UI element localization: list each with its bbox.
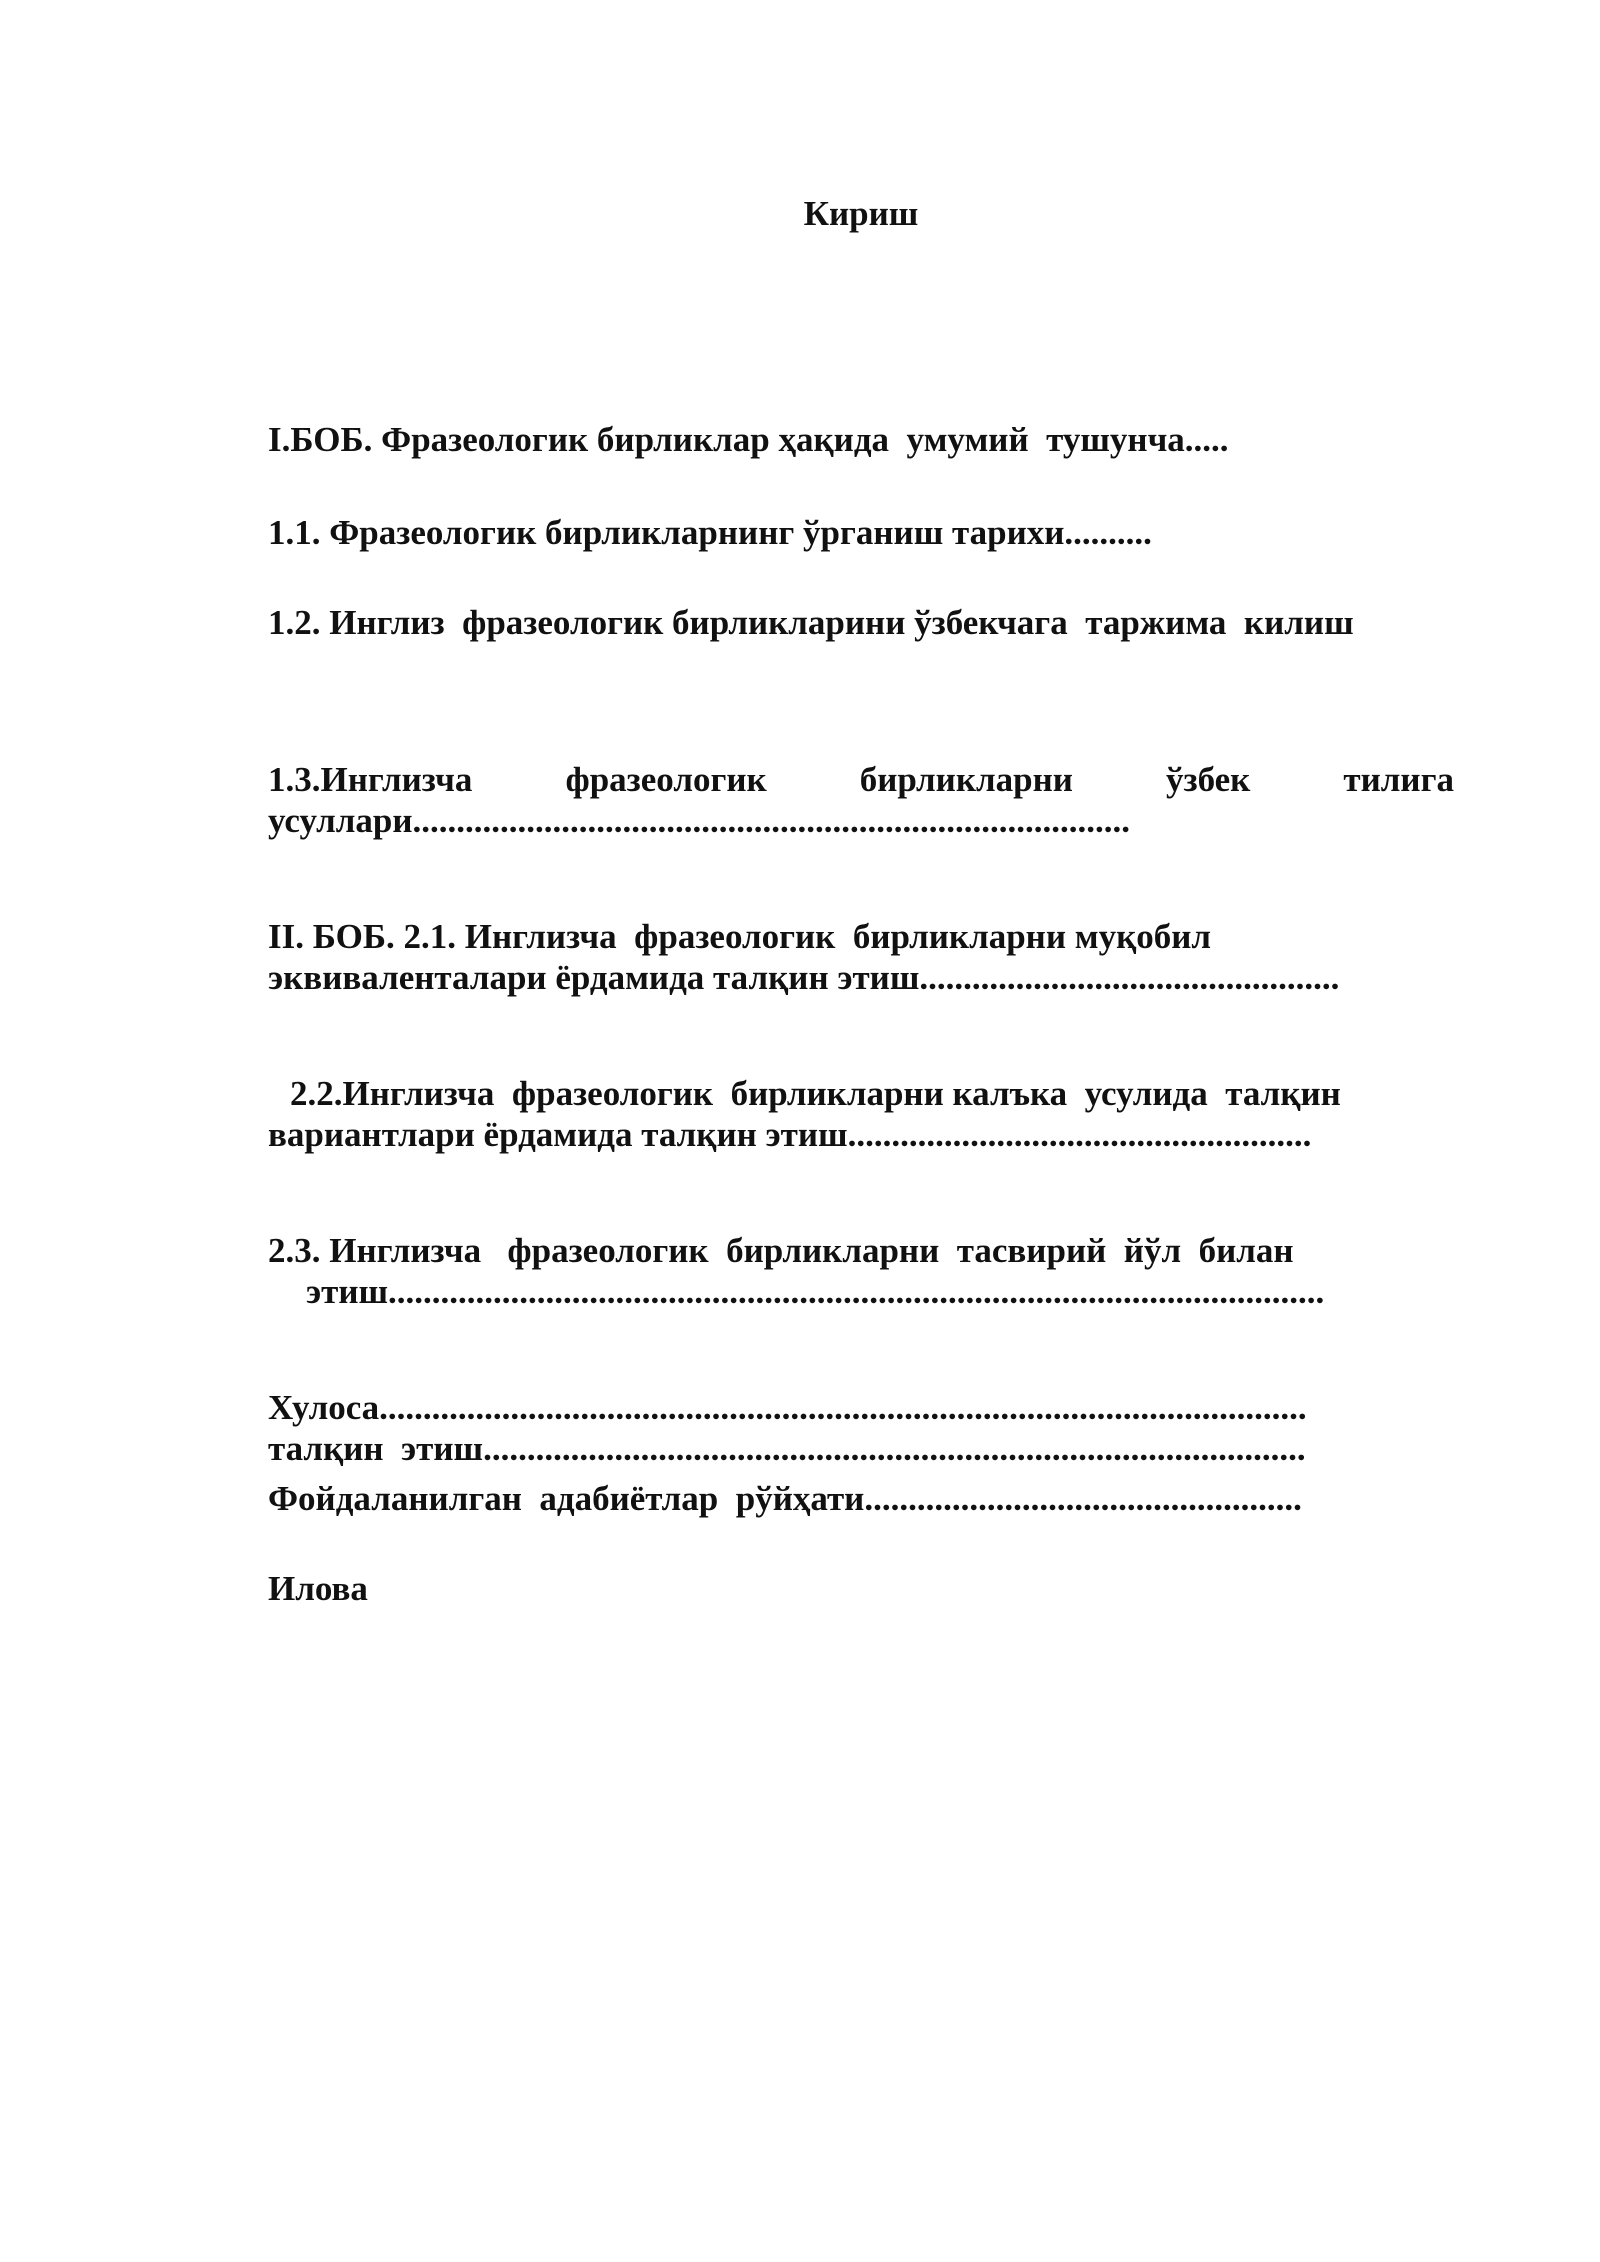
toc-word: ўзбек [1166, 760, 1251, 799]
toc-entry-line: Хулоса.......................................................................................................... [268, 1388, 1307, 1427]
toc-entry-line: вариантлари ёрдамида талқин этиш..................................................... [268, 1115, 1312, 1154]
toc-word: фразеологик [565, 760, 767, 799]
toc-word: тилига [1343, 760, 1454, 799]
toc-word: 1.3.Инглизча [268, 760, 473, 799]
toc-entry [268, 1424, 1454, 1754]
toc-entry-line: 2.2.Инглизча фразеологик бирликларни калъка усулида талқин [290, 1074, 1341, 1113]
toc-entry-line: этиш........................................................................................................... [306, 1272, 1325, 1311]
toc-entry-line: Фойдаланилган адабиётлар рўйҳати.................................................. [268, 1479, 1302, 1518]
toc-entry-line: 1.2. Инглиз фразеологик бирликларини ўзбекчага таржима килиш [268, 603, 1354, 642]
toc-entry-line: I.БОБ. Фразеологик бирликлар ҳақида умумий тушунча..... [268, 420, 1229, 459]
toc-entry-line: талқин этиш.............................................................................................. [268, 1429, 1306, 1468]
toc-entry-line: II. БОБ. 2.1. Инглизча фразеологик бирликларни муқобил [268, 917, 1212, 956]
toc-entry-line: 1.1. Фразеологик бирликларнинг ўрганиш тарихи.......... [268, 513, 1152, 552]
toc-word: бирликларни [859, 760, 1073, 799]
toc-entry-line: 2.3. Инглизча фразеологик бирликларни тасвирий йўл билан [268, 1231, 1294, 1270]
toc-entry-line: усуллари.................................................................................. [268, 801, 1131, 840]
toc-entry-line: эквиваленталари ёрдамида талқин этиш................................................ [268, 958, 1340, 997]
page-title: Кириш [803, 194, 919, 233]
toc-entry-line: Илова [268, 1569, 368, 1608]
